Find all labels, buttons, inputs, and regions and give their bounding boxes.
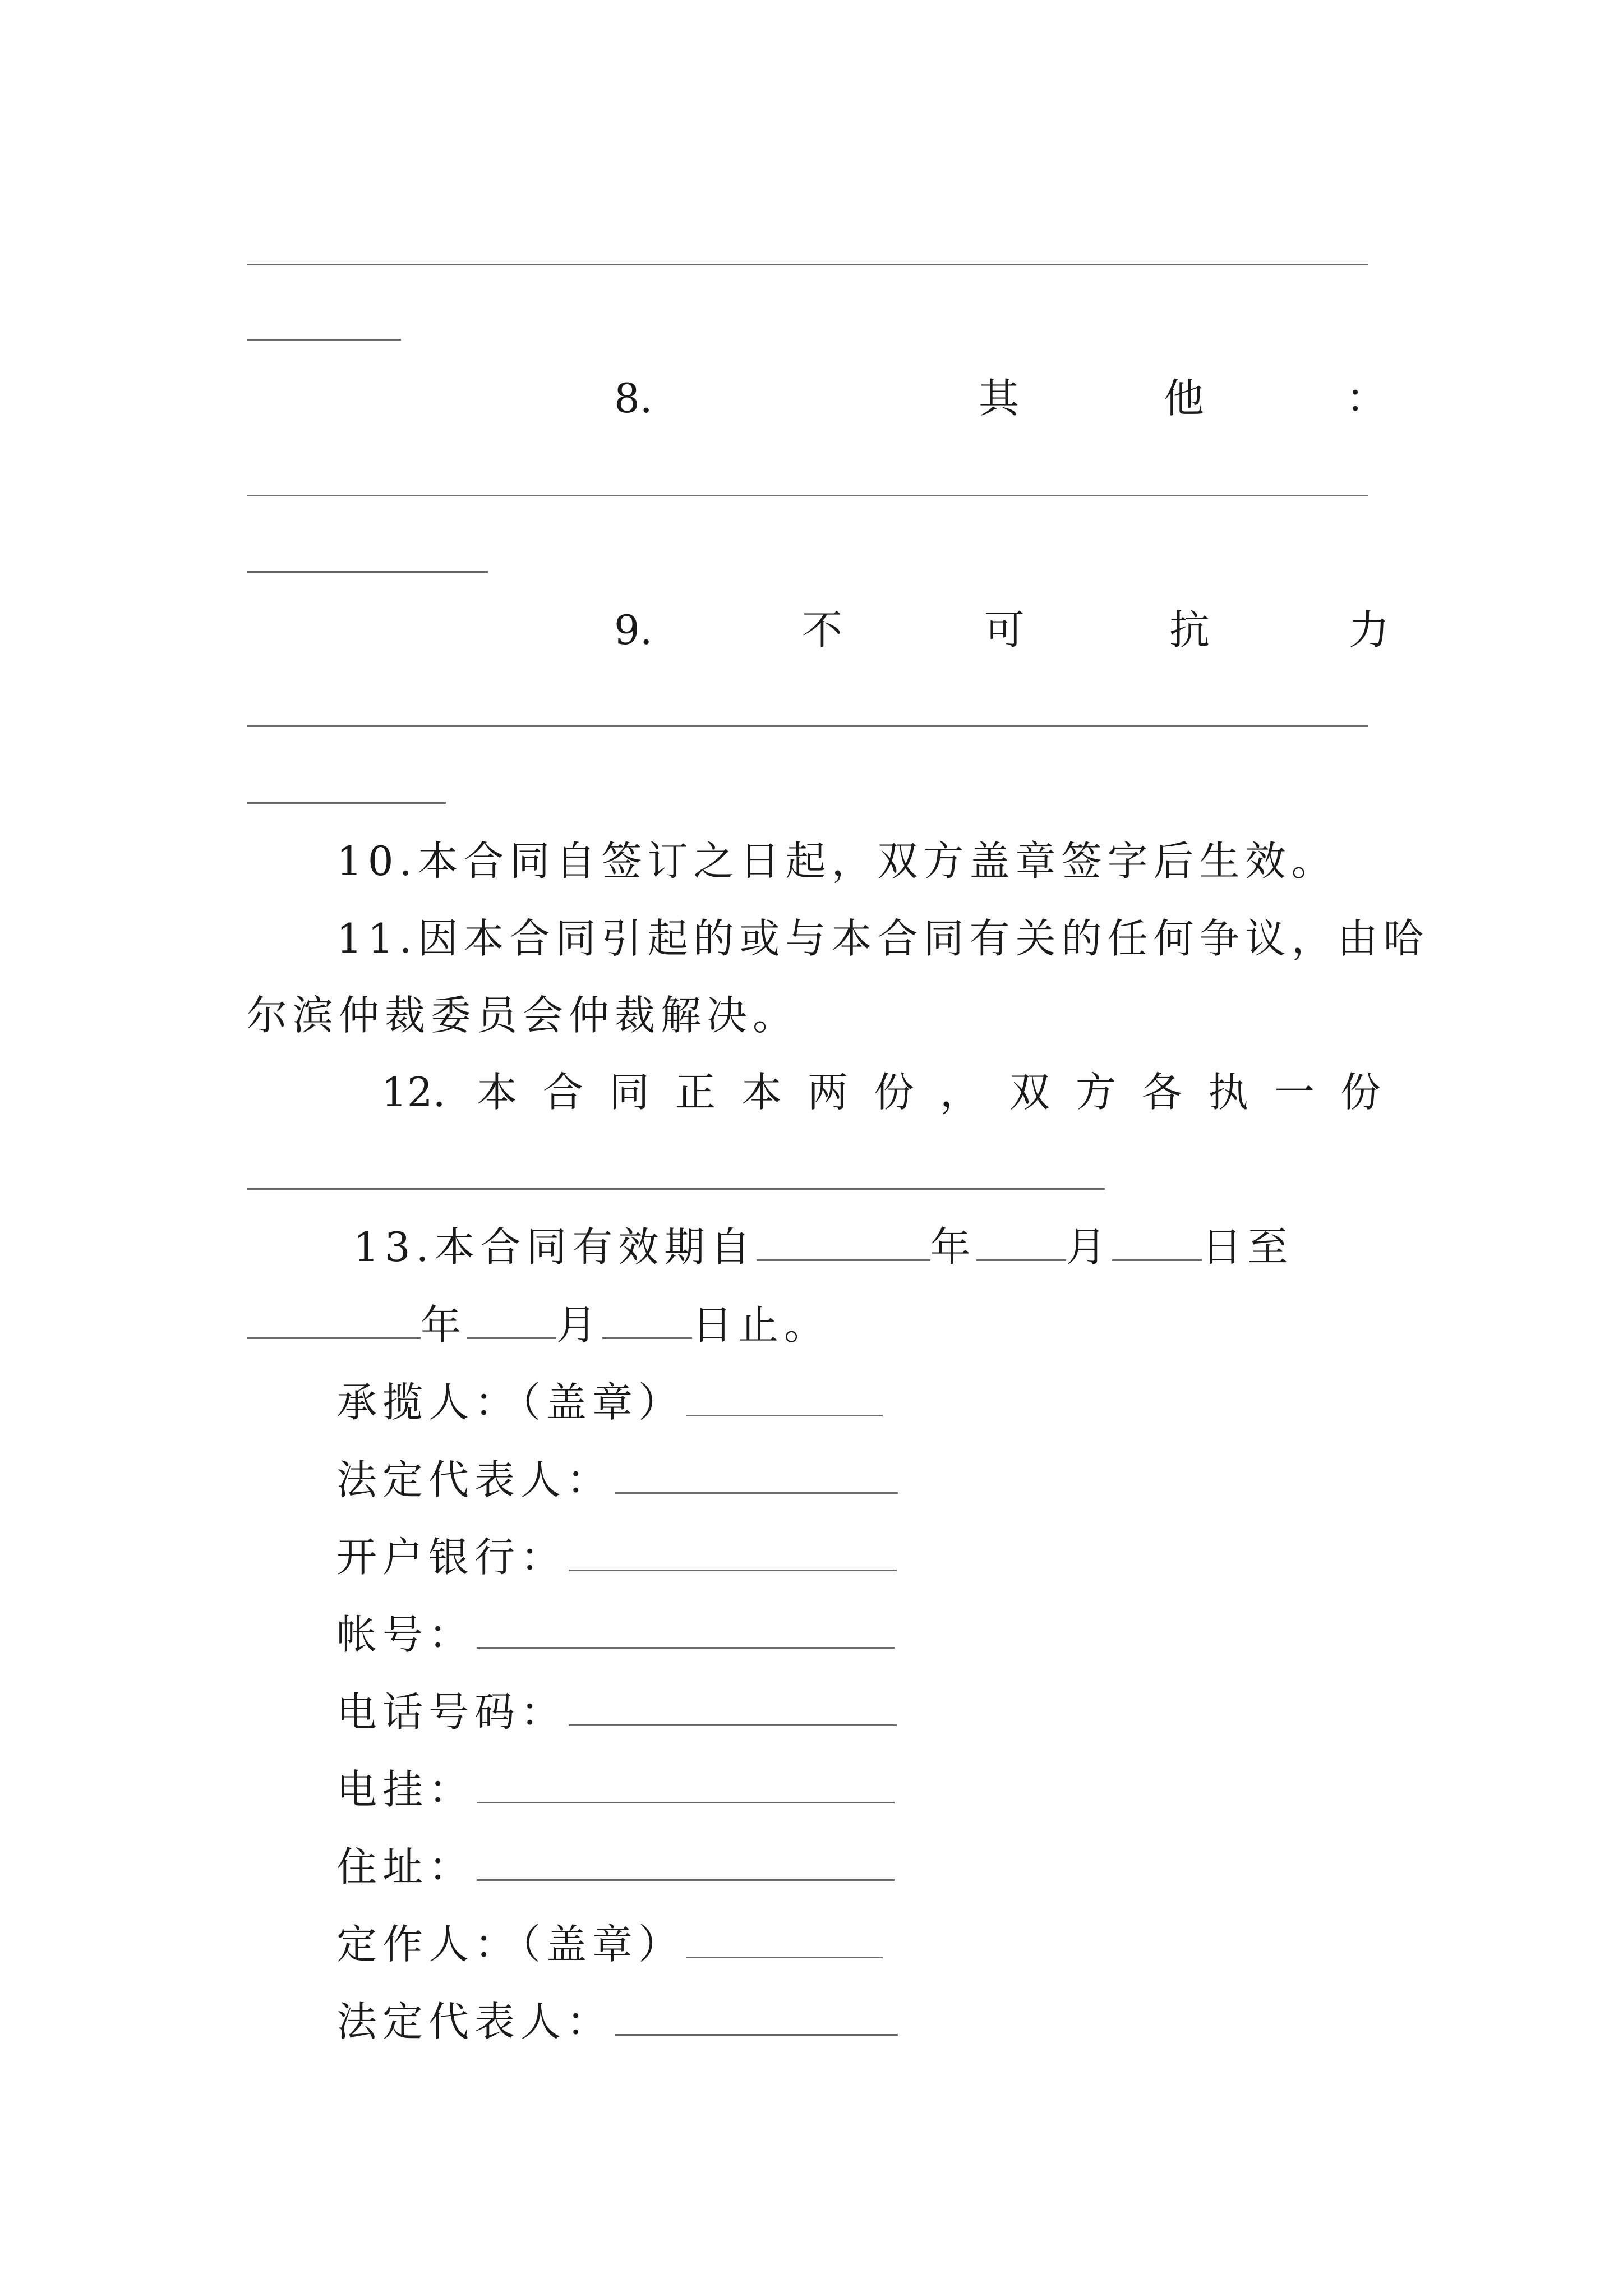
address-label: 住址：	[336, 1843, 475, 1890]
account-row	[336, 1609, 895, 1660]
blank-line	[247, 1188, 1105, 1190]
clause-12-char: 份	[874, 1069, 915, 1116]
legal-rep-label: 法定代表人：	[336, 1456, 613, 1503]
year-label-2: 年	[421, 1301, 467, 1349]
clause-12-char: 本	[477, 1069, 518, 1116]
start-day-blank[interactable]	[1112, 1225, 1202, 1261]
clause-9-char: 抗	[1169, 606, 1210, 654]
clause-8-char: 其	[979, 375, 1020, 422]
legal-rep-blank-2[interactable]	[615, 1999, 898, 2036]
clause-12-char: 本	[741, 1069, 782, 1116]
day-to-label: 日至	[1201, 1223, 1294, 1271]
account-label: 帐号：	[336, 1611, 475, 1658]
clause-9-char: 可	[984, 606, 1025, 654]
phone-label: 电话号码：	[336, 1688, 567, 1736]
end-day-blank[interactable]	[602, 1303, 692, 1339]
start-month-blank[interactable]	[976, 1225, 1066, 1261]
year-label: 年	[930, 1223, 976, 1271]
blank-line	[247, 725, 1368, 727]
clause-12-char: 各	[1142, 1069, 1183, 1116]
clause-12-char: 合	[543, 1069, 584, 1116]
clause-9-char: 力	[1349, 606, 1390, 654]
clause-12-char: ，	[940, 1069, 981, 1116]
account-blank[interactable]	[477, 1612, 895, 1649]
clause-12-char: 执	[1208, 1069, 1249, 1116]
clause-8-char: ：	[1346, 375, 1387, 422]
clause-9-char: 不	[802, 606, 843, 654]
clause-12-char: 方	[1076, 1069, 1117, 1116]
orderer-seal-label: 定作人：（盖章）	[336, 1921, 685, 1968]
contractor-seal-label: 承揽人：（盖章）	[336, 1379, 685, 1426]
phone-blank[interactable]	[569, 1690, 897, 1726]
clause-12-char: 正	[675, 1069, 716, 1116]
bank-label: 开户银行：	[336, 1534, 567, 1581]
month-label-2: 月	[556, 1301, 603, 1349]
blank-line	[247, 339, 401, 341]
clause-12-char: 一	[1274, 1069, 1315, 1116]
orderer-seal-blank[interactable]	[686, 1922, 883, 1958]
telegraph-row	[336, 1764, 895, 1815]
clause-9-number: 9.	[614, 606, 653, 654]
clause-8-char: 他	[1164, 375, 1205, 422]
clause-11-line-1: 11.因本合同引起的或与本合同有关的任何争议，由哈	[336, 915, 1430, 962]
telegraph-label: 电挂：	[336, 1766, 475, 1813]
day-end-label: 日止。	[692, 1301, 831, 1349]
start-year-blank[interactable]	[757, 1225, 930, 1261]
clause-12-char: 双	[1009, 1069, 1050, 1116]
legal-rep-row	[336, 1455, 898, 1505]
telegraph-blank[interactable]	[477, 1767, 895, 1803]
clause-11-line-2: 尔滨仲裁委员会仲裁解决。	[247, 992, 799, 1039]
clause-13-prefix: 13.本合同有效期自	[353, 1223, 757, 1271]
bank-blank[interactable]	[569, 1535, 897, 1571]
clause-12-number: 12.	[381, 1069, 446, 1116]
address-blank[interactable]	[477, 1844, 895, 1881]
blank-line	[247, 495, 1368, 496]
phone-row	[336, 1687, 897, 1737]
contractor-seal-blank[interactable]	[686, 1380, 883, 1416]
bank-row	[336, 1532, 897, 1582]
clause-8-number: 8.	[614, 375, 653, 422]
blank-line	[247, 264, 1368, 265]
clause-12-char: 同	[609, 1069, 650, 1116]
clause-12-char: 份	[1340, 1069, 1381, 1116]
legal-rep-row-2	[336, 1996, 898, 2047]
month-label: 月	[1066, 1223, 1112, 1271]
clause-12-char: 两	[808, 1069, 849, 1116]
orderer-seal-row	[336, 1919, 883, 1970]
clause-10: 10.本合同自签订之日起，双方盖章签字后生效。	[336, 838, 1338, 885]
blank-line	[247, 571, 488, 573]
address-row	[336, 1842, 895, 1892]
legal-rep-blank[interactable]	[615, 1457, 898, 1494]
end-month-blank[interactable]	[467, 1303, 556, 1339]
end-year-blank[interactable]	[247, 1303, 421, 1339]
legal-rep-label-2: 法定代表人：	[336, 1998, 613, 2045]
contractor-seal-row	[336, 1377, 883, 1428]
blank-line	[247, 802, 446, 804]
